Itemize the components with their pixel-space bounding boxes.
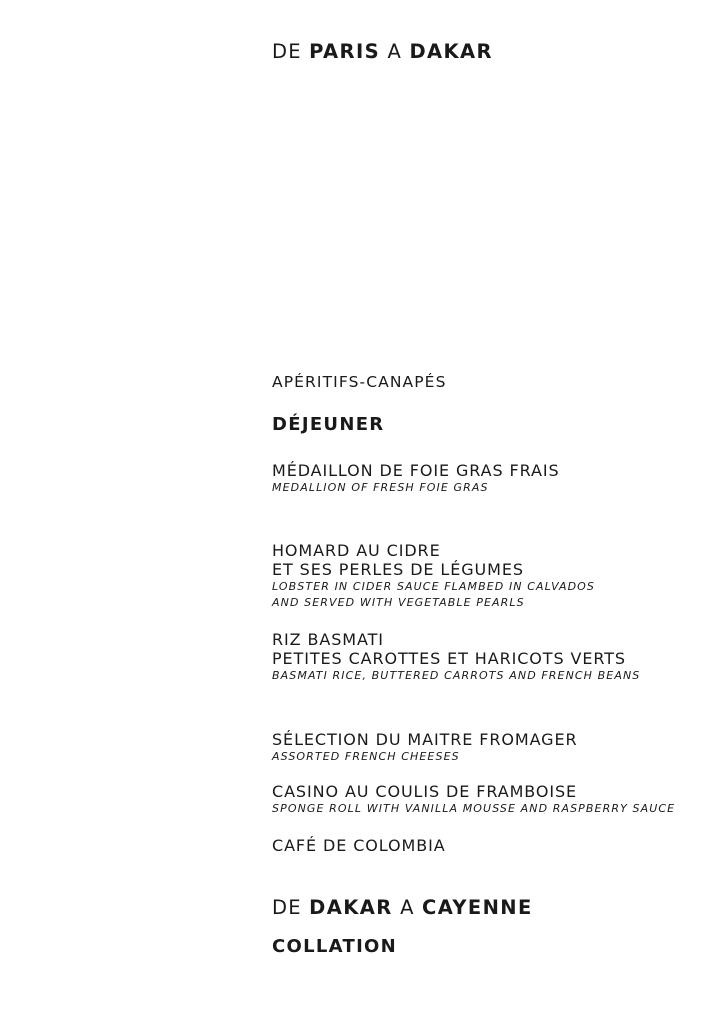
dish-name-en: SPONGE ROLL WITH VANILLA MOUSSE AND RASPBERRY SAUCE [272,802,676,815]
route-prefix: DE [272,40,302,63]
course-foie-gras [272,461,560,496]
dish-name-fr: HOMARD AU CIDRE [272,541,441,560]
course-cheese [272,730,577,765]
dish-name-en: ASSORTED FRENCH CHEESES [272,750,460,763]
dish-name-en: AND SERVED WITH VEGETABLE PEARLS [272,596,525,609]
route-connector: A [387,40,403,63]
route-destination: DAKAR [409,40,493,63]
route-destination: CAYENNE [422,896,533,919]
dish-name-fr: RIZ BASMATI [272,630,384,649]
dish-name-en: LOBSTER IN CIDER SAUCE FLAMBED IN CALVADOS [272,580,595,593]
course-coffee [272,836,446,855]
course-rice [272,630,640,684]
route-heading-paris-dakar [272,40,493,63]
aperitifs-label: APÉRITIFS-CANAPÉS [272,373,447,391]
course-dessert [272,782,675,817]
route-prefix: DE [272,896,302,919]
lunch-heading: DÉJEUNER [272,414,385,435]
dish-name-fr: MÉDAILLON DE FOIE GRAS FRAIS [272,461,560,480]
dish-name-fr: CAFÉ DE COLOMBIA [272,836,446,855]
dish-name-en: MEDALLION OF FRESH FOIE GRAS [272,481,489,494]
route-origin: DAKAR [309,896,393,919]
route-heading-dakar-cayenne [272,896,533,919]
dish-name-fr: CASINO AU COULIS DE FRAMBOISE [272,782,578,801]
dish-name-fr: ET SES PERLES DE LÉGUMES [272,560,524,579]
collation-heading: COLLATION [272,936,398,957]
dish-name-en: BASMATI RICE, BUTTERED CARROTS AND FRENCH BEANS [272,669,641,682]
route-origin: PARIS [309,40,381,63]
dish-name-fr: PETITES CAROTTES ET HARICOTS VERTS [272,649,626,668]
route-connector: A [400,896,415,919]
dish-name-fr: SÉLECTION DU MAITRE FROMAGER [272,730,578,749]
course-lobster [272,541,595,611]
